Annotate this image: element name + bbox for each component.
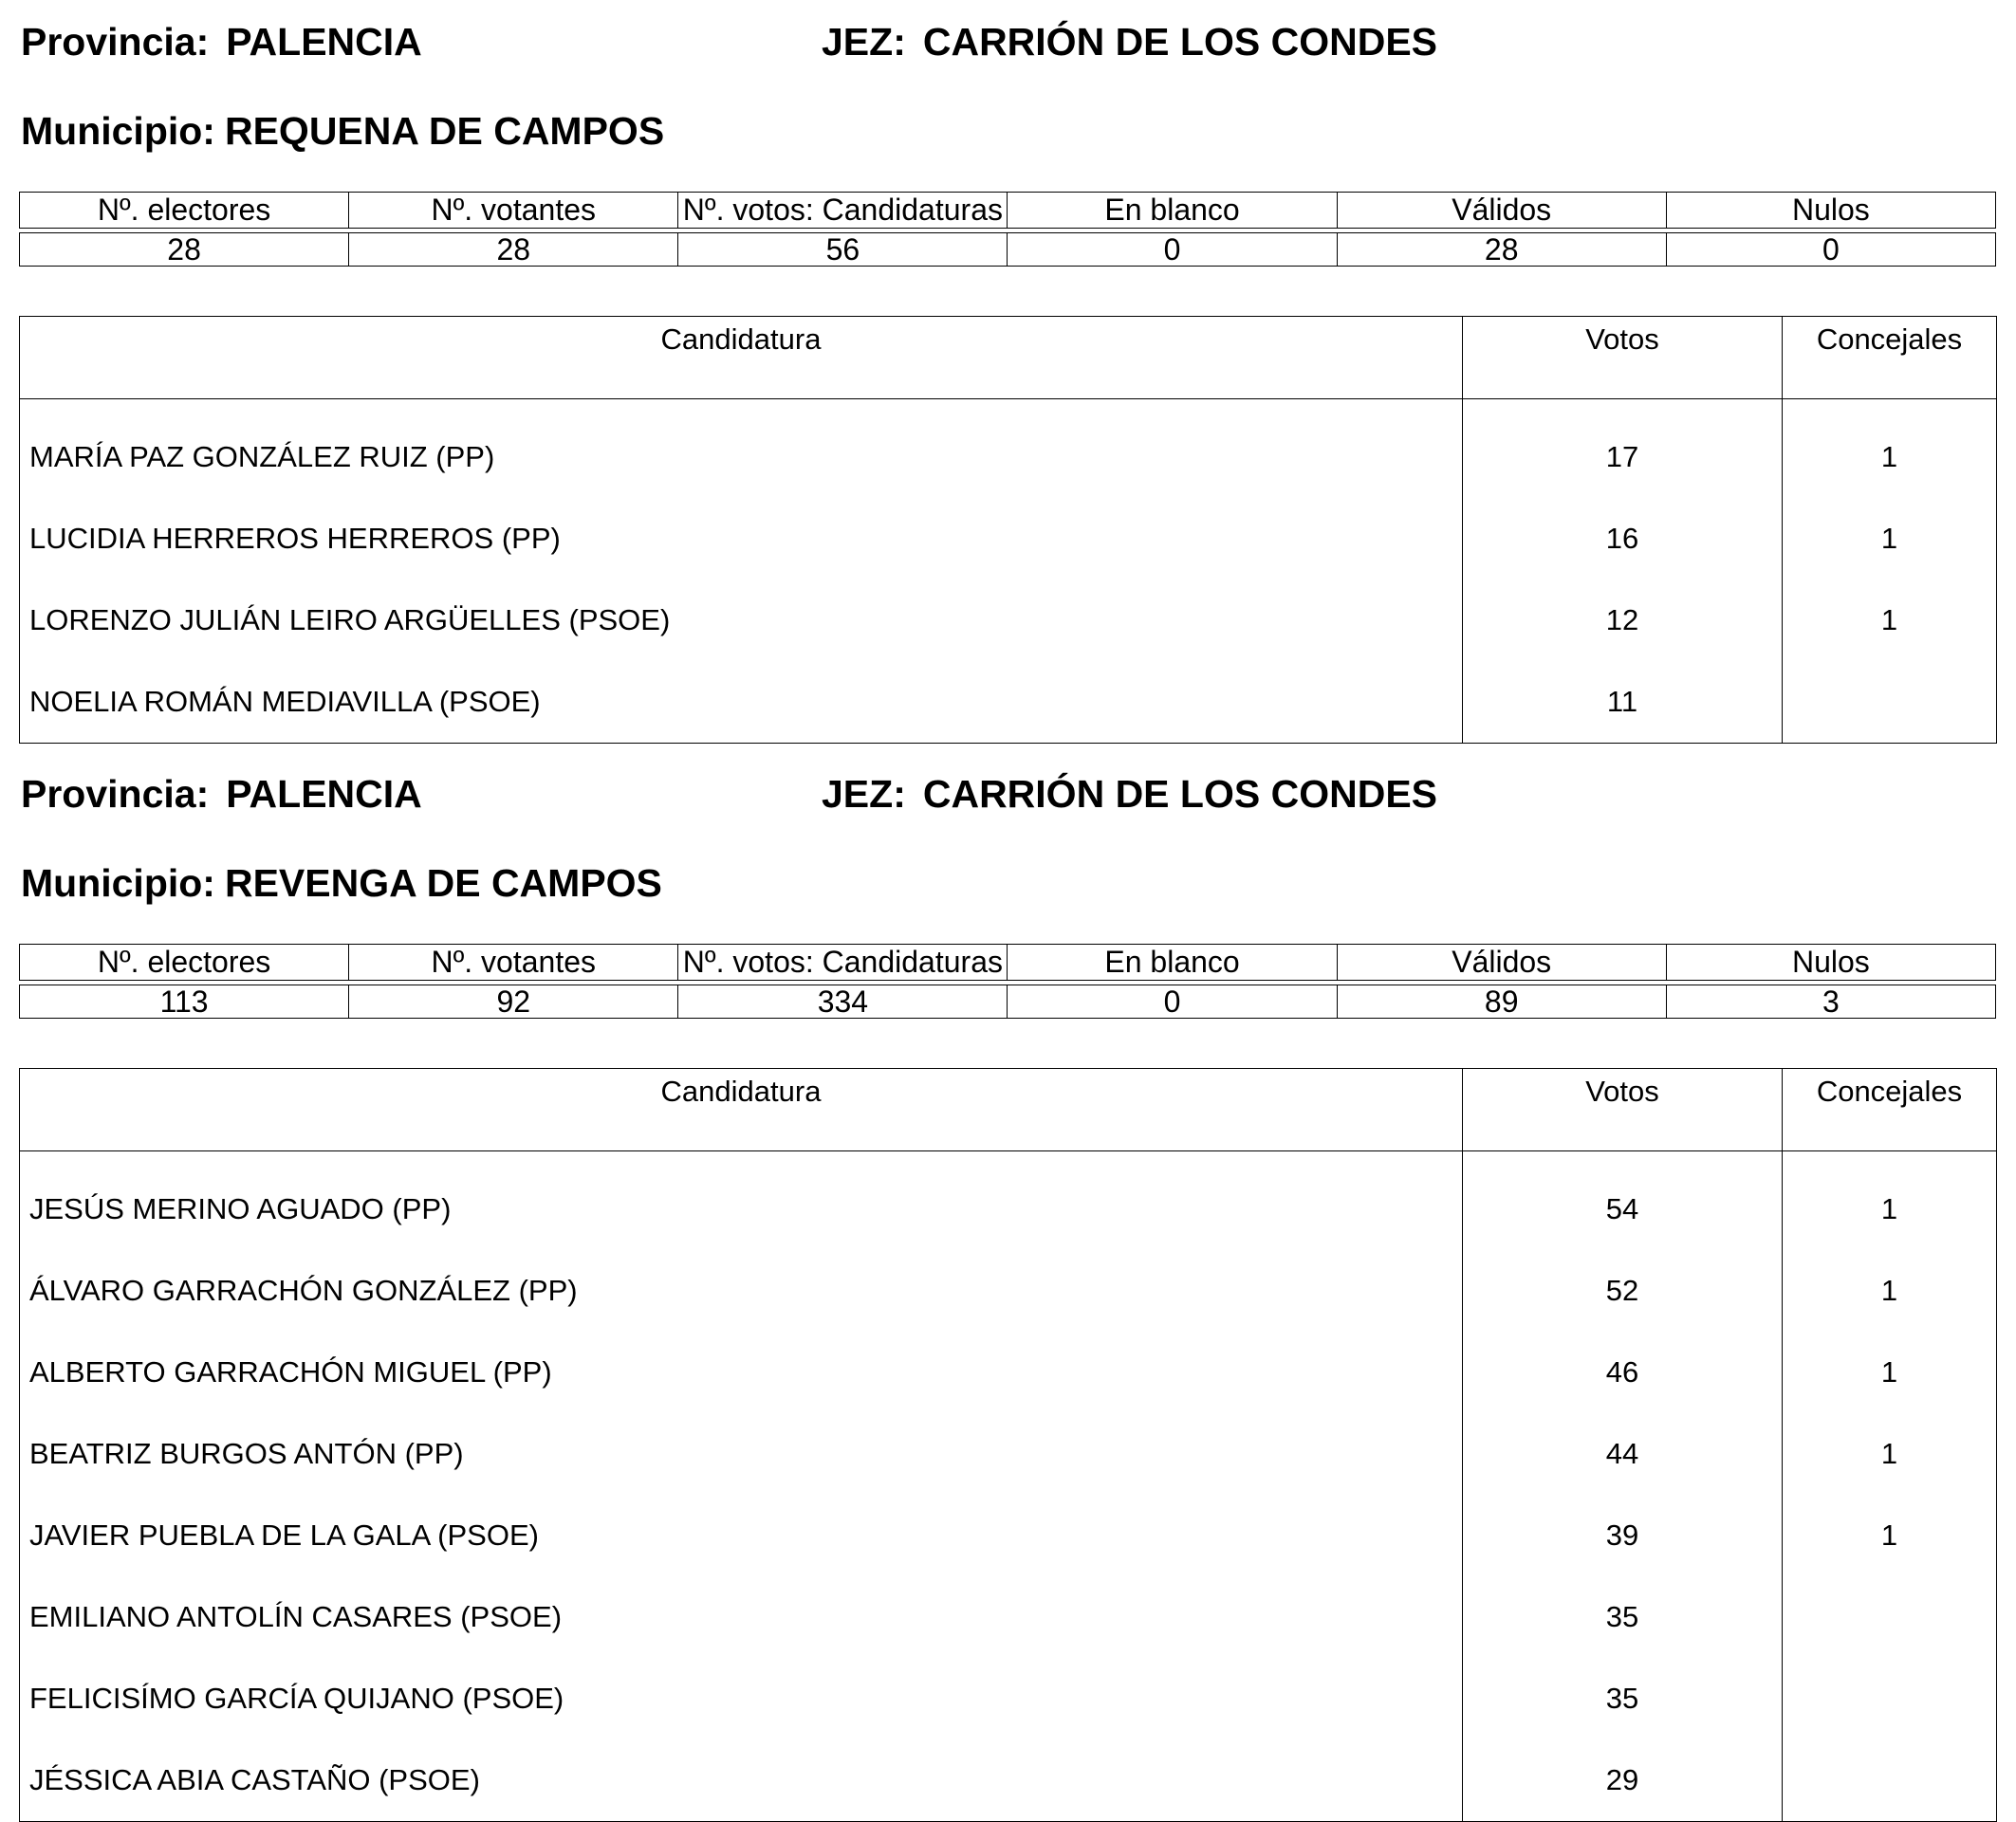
stat-header: Nº. electores	[20, 945, 349, 981]
candidate-concejales	[1783, 1739, 1997, 1822]
candidate-votos: 44	[1463, 1413, 1783, 1495]
stat-value: 56	[678, 233, 1008, 267]
candidate-votos: 16	[1463, 498, 1783, 580]
stat-value: 113	[20, 985, 349, 1019]
candidate-concejales: 1	[1783, 1151, 1997, 1251]
jez-label: JEZ:	[822, 772, 906, 816]
stat-header: Válidos	[1337, 193, 1666, 229]
municipio-heading	[21, 108, 664, 154]
provincia-label: Provincia:	[21, 772, 210, 816]
stat-header: En blanco	[1008, 945, 1337, 981]
stat-header: En blanco	[1008, 193, 1337, 229]
stat-header: Nº. votantes	[349, 193, 678, 229]
provincia-label: Provincia:	[21, 20, 210, 64]
candidate-concejales: 1	[1783, 1250, 1997, 1332]
candidate-votos: 46	[1463, 1332, 1783, 1413]
stat-header: Nulos	[1666, 945, 1995, 981]
candidates-header-row	[20, 1069, 1997, 1151]
stat-header: Válidos	[1337, 945, 1666, 981]
stat-value: 92	[349, 985, 678, 1019]
candidate-concejales	[1783, 661, 1997, 744]
jez-heading	[822, 771, 1437, 817]
candidate-votos: 35	[1463, 1658, 1783, 1739]
candidatura-header: Candidatura	[20, 317, 1463, 399]
candidate-name: MARÍA PAZ GONZÁLEZ RUIZ (PP)	[20, 399, 1463, 499]
municipio-value: REVENGA DE CAMPOS	[224, 861, 662, 905]
candidate-concejales: 1	[1783, 498, 1997, 580]
candidate-name: EMILIANO ANTOLÍN CASARES (PSOE)	[20, 1576, 1463, 1658]
candidate-row	[20, 1413, 1997, 1495]
candidate-name: BEATRIZ BURGOS ANTÓN (PP)	[20, 1413, 1463, 1495]
candidates-table	[19, 316, 1997, 744]
municipio-label: Municipio:	[21, 861, 215, 905]
candidate-name: LORENZO JULIÁN LEIRO ARGÜELLES (PSOE)	[20, 580, 1463, 661]
candidate-votos: 35	[1463, 1576, 1783, 1658]
candidate-votos: 11	[1463, 661, 1783, 744]
candidate-votos: 17	[1463, 399, 1783, 499]
candidate-row	[20, 1576, 1997, 1658]
stat-value: 334	[678, 985, 1008, 1019]
municipio-heading	[21, 860, 662, 906]
municipio-value: REQUENA DE CAMPOS	[224, 109, 665, 153]
candidate-row	[20, 661, 1997, 744]
candidate-votos: 12	[1463, 580, 1783, 661]
candidate-name: NOELIA ROMÁN MEDIAVILLA (PSOE)	[20, 661, 1463, 744]
provincia-heading	[21, 19, 422, 64]
candidate-name: FELICISÍMO GARCÍA QUIJANO (PSOE)	[20, 1658, 1463, 1739]
candidate-concejales: 1	[1783, 1495, 1997, 1576]
candidate-name: ALBERTO GARRACHÓN MIGUEL (PP)	[20, 1332, 1463, 1413]
candidate-row	[20, 1332, 1997, 1413]
stat-header: Nº. votos: Candidaturas	[678, 193, 1008, 229]
stats-table	[19, 944, 1996, 1019]
municipality-section-1	[0, 0, 2016, 759]
stat-header: Nulos	[1666, 193, 1995, 229]
stat-header: Nº. electores	[20, 193, 349, 229]
candidate-name: JESÚS MERINO AGUADO (PP)	[20, 1151, 1463, 1251]
candidate-name: JÉSSICA ABIA CASTAÑO (PSOE)	[20, 1739, 1463, 1822]
jez-value: CARRIÓN DE LOS CONDES	[922, 20, 1438, 64]
stats-values-row	[20, 985, 1996, 1019]
candidate-row	[20, 1250, 1997, 1332]
candidate-votos: 54	[1463, 1151, 1783, 1251]
stat-header: Nº. votantes	[349, 945, 678, 981]
stats-header-row	[20, 945, 1996, 981]
stats-table	[19, 192, 1996, 267]
candidates-header-row	[20, 317, 1997, 399]
municipality-section-2	[0, 752, 2016, 1796]
candidate-row	[20, 1739, 1997, 1822]
candidate-concejales: 1	[1783, 1413, 1997, 1495]
candidate-votos: 29	[1463, 1739, 1783, 1822]
stats-values-row	[20, 233, 1996, 267]
candidate-name: JAVIER PUEBLA DE LA GALA (PSOE)	[20, 1495, 1463, 1576]
provincia-heading	[21, 771, 422, 817]
concejales-header: Concejales	[1783, 317, 1997, 399]
candidate-row	[20, 1151, 1997, 1251]
candidate-name: LUCIDIA HERREROS HERREROS (PP)	[20, 498, 1463, 580]
candidate-concejales	[1783, 1658, 1997, 1739]
stat-value: 0	[1008, 233, 1337, 267]
provincia-value: PALENCIA	[226, 772, 422, 816]
candidate-row	[20, 498, 1997, 580]
candidate-concejales: 1	[1783, 1332, 1997, 1413]
candidate-row	[20, 1658, 1997, 1739]
provincia-value: PALENCIA	[226, 20, 422, 64]
candidate-concejales: 1	[1783, 580, 1997, 661]
candidate-votos: 52	[1463, 1250, 1783, 1332]
jez-value: CARRIÓN DE LOS CONDES	[922, 772, 1438, 816]
stat-value: 0	[1666, 233, 1995, 267]
candidate-votos: 39	[1463, 1495, 1783, 1576]
stats-header-row	[20, 193, 1996, 229]
stat-value: 89	[1337, 985, 1666, 1019]
candidate-row	[20, 399, 1997, 499]
candidate-concejales	[1783, 1576, 1997, 1658]
candidatura-header: Candidatura	[20, 1069, 1463, 1151]
candidates-table	[19, 1068, 1997, 1822]
stat-value: 28	[20, 233, 349, 267]
stat-value: 28	[349, 233, 678, 267]
candidate-name: ÁLVARO GARRACHÓN GONZÁLEZ (PP)	[20, 1250, 1463, 1332]
candidate-concejales: 1	[1783, 399, 1997, 499]
jez-label: JEZ:	[822, 20, 906, 64]
stat-header: Nº. votos: Candidaturas	[678, 945, 1008, 981]
votos-header: Votos	[1463, 1069, 1783, 1151]
stat-value: 3	[1666, 985, 1995, 1019]
stat-value: 0	[1008, 985, 1337, 1019]
stat-value: 28	[1337, 233, 1666, 267]
jez-heading	[822, 19, 1437, 64]
candidate-row	[20, 580, 1997, 661]
votos-header: Votos	[1463, 317, 1783, 399]
municipio-label: Municipio:	[21, 109, 215, 153]
candidate-row	[20, 1495, 1997, 1576]
concejales-header: Concejales	[1783, 1069, 1997, 1151]
